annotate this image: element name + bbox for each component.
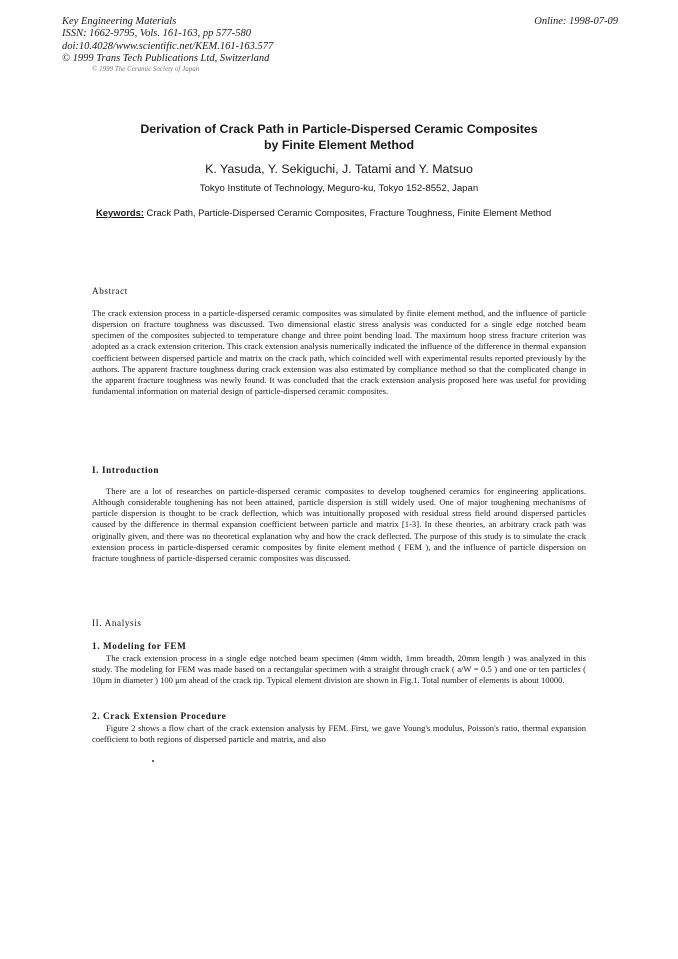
keywords-text: Crack Path, Particle-Dispersed Ceramic Composites, Fracture Toughness, Finite Element Method (146, 207, 552, 218)
paper-title (92, 122, 586, 153)
title-line-2: by Finite Element Method (263, 137, 415, 152)
modeling-text: The crack extension process in a single edge notched beam specimen (4mm width, 1mm breadth, 20mm length ) was analyzed in this study. The modeling for FEM was made based on a rectangular specimen with a straight through crack ( a/W = 0.5 ) and one or ten particles ( 10μm in diameter ) 100 μm ahead of the crack tip. Typical element division are shown in Fig.1. Total number of elements is about 10000. (92, 653, 586, 686)
analysis-heading: II. Analysis (92, 618, 142, 628)
introduction-heading: I. Introduction (92, 465, 160, 475)
keywords (96, 207, 586, 219)
abstract-text: The crack extension process in a particle-dispersed ceramic composites was simulated by finite element method, and the influence of particle dispersion on fracture toughness was discussed. Two dimensional elastic stress analysis was conducted for a single edge notched beam specimen of the composites subjected to temperature change and three point bending load. The maximum hoop stress fracture criterion was adopted as a crack extension criterion. This crack extension analysis numerically indicated the influence of the difference in thermal expansion coefficient between dispersed particle and matrix on the crack path, which coincided well with experimental results reported previously by the authors. The apparent fracture toughness during crack extension was also estimated by compliance method so that the complicated change in the apparent fracture toughness was newly found. It was concluded that the crack extension analysis proposed here was useful for providing fundamental information on material design of particle-dispersed ceramic composites. (92, 308, 586, 397)
crack-extension-subheading: 2. Crack Extension Procedure (92, 711, 227, 721)
doi-line: doi:10.4028/www.scientific.net/KEM.161-163.577 (62, 40, 274, 52)
author-list: K. Yasuda, Y. Sekiguchi, J. Tatami and Y. Matsuo (205, 162, 473, 176)
copyright-line: © 1999 Trans Tech Publications Ltd, Switzerland (62, 52, 270, 64)
introduction-text: There are a lot of researches on particle-dispersed ceramic composites to develop toughened ceramics for engineering applications. Although considerable toughening has not been attained, particle dispersion is still widely used. One of major toughening mechanisms of particle dispersion is thought to be crack deflection, which was intuitionally proposed with residual stress field around dispersed particles caused by the difference in thermal expansion coefficient between particle and matrix [1-3]. In these theories, an arbitrary crack path was originally given, and there was no theoretical explanation why and how the crack deflected. The purpose of this study is to simulate the crack extension process in particle-dispersed ceramic composites by finite element method ( FEM ), and the influence of particle dispersion on fracture toughness of particle-dispersed ceramic composites was discussed. (92, 486, 586, 563)
journal-header (62, 16, 618, 73)
abstract-heading: Abstract (92, 286, 128, 296)
stray-dot (152, 760, 154, 762)
journal-name: Key Engineering Materials (62, 16, 177, 27)
faded-copyright-line: © 1999 The Ceramic Society of Japan (92, 65, 200, 74)
issn-line: ISSN: 1662-9795, Vols. 161-163, pp 577-580 (62, 28, 251, 40)
online-date: Online: 1998-07-09 (534, 16, 618, 27)
crack-extension-text: Figure 2 shows a flow chart of the crack extension analysis by FEM. First, we gave Young's modulus, Poisson's ratio, thermal expansion coefficient to both regions of dispersed particle and matrix, and also (92, 723, 586, 745)
title-line-1: Derivation of Crack Path in Particle-Dispersed Ceramic Composites (140, 122, 538, 136)
modeling-subheading: 1. Modeling for FEM (92, 641, 187, 651)
affiliation: Tokyo Institute of Technology, Meguro-ku, Tokyo 152-8552, Japan (199, 183, 479, 194)
keywords-label: Keywords: (96, 207, 144, 218)
